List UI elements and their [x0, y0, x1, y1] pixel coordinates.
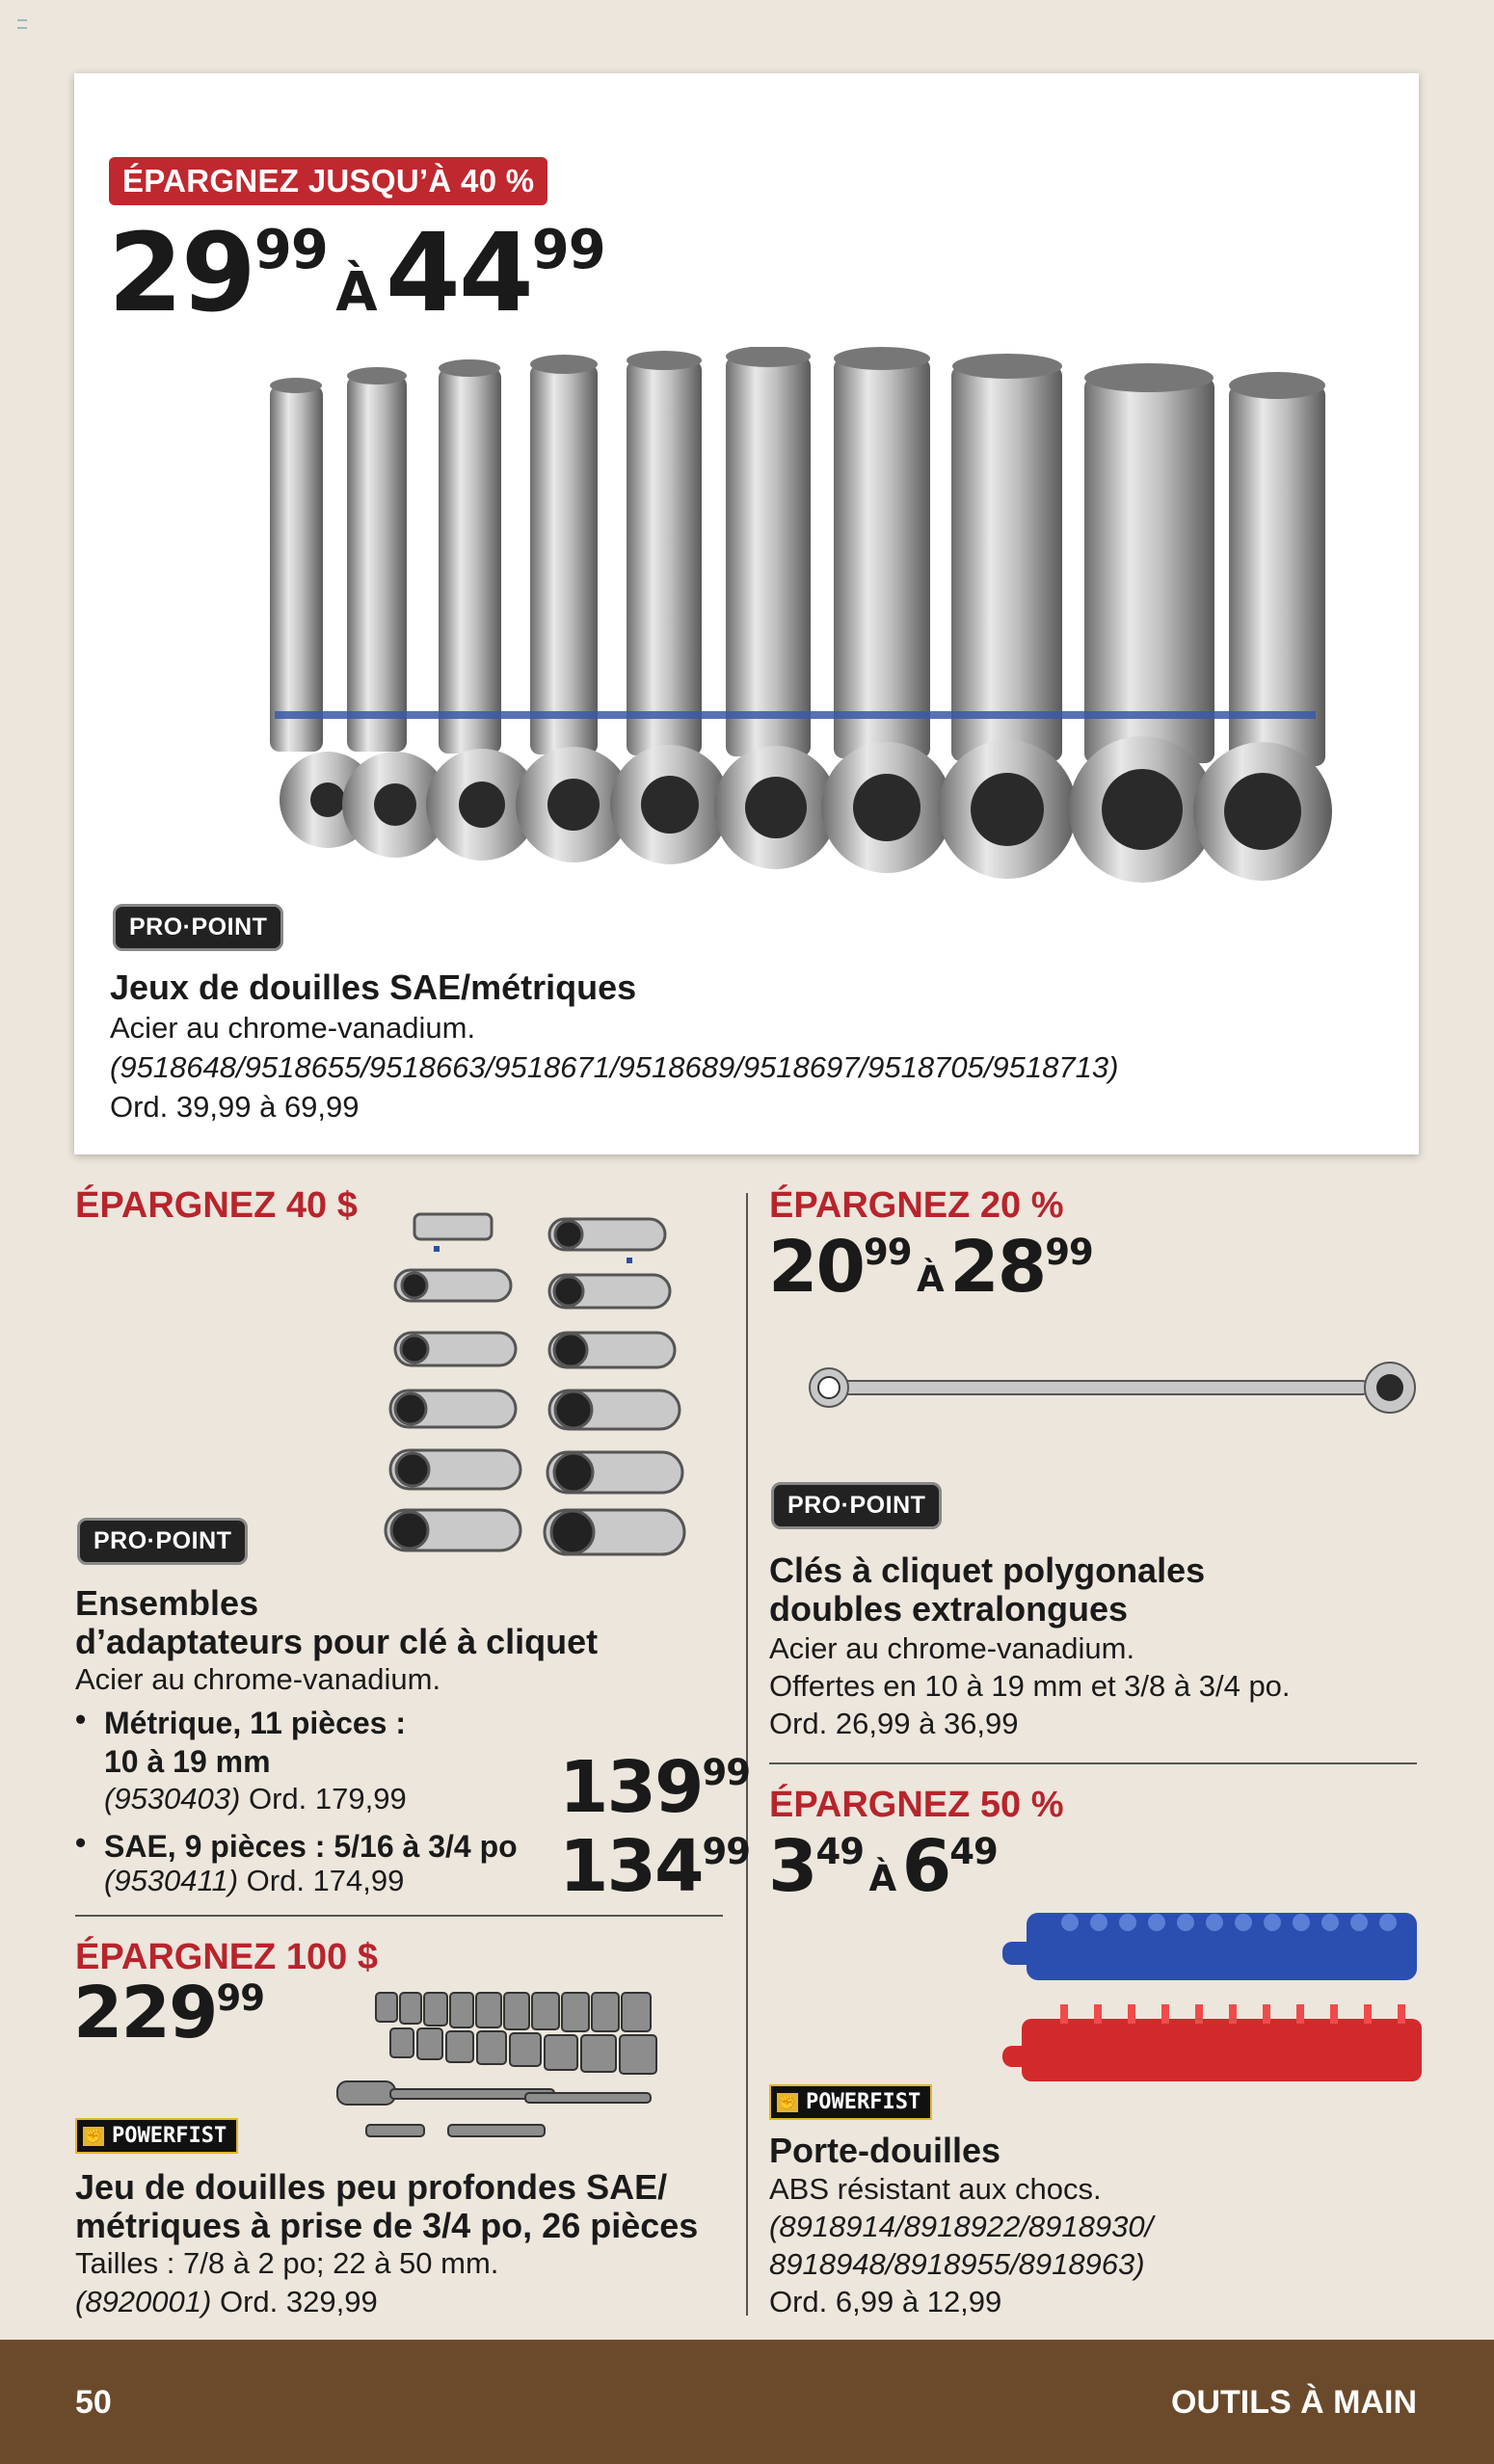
deep-brand-name: POWERFIST [112, 2124, 227, 2148]
adapters-item1-line1: Métrique, 11 pièces : [104, 1706, 407, 1740]
page-footer [0, 2340, 1494, 2464]
wrench-desc-line2: Offertes en 10 à 19 mm et 3/8 à 3/4 po. [769, 1669, 1291, 1703]
socket-5 [610, 351, 730, 864]
socket-7 [821, 347, 952, 873]
adapters-title-line1: Ensembles [75, 1583, 259, 1623]
adapters-item1-price: $139^{99}$ [559, 1746, 750, 1829]
holder-title: Porte-douilles [769, 2131, 1001, 2170]
page-number: 50 [75, 2384, 112, 2421]
hero-desc: Acier au chrome-vanadium. [110, 1011, 476, 1045]
adapters-desc: Acier au chrome-vanadium. [75, 1662, 441, 1696]
deep-sku-line [75, 2284, 378, 2320]
socket-6 [714, 347, 838, 869]
holder-desc: ABS résistant aux chocs. [769, 2172, 1102, 2206]
adapters-bullet-1: • [75, 1702, 87, 1736]
adapters-title-line2: d’adaptateurs pour clé à cliquet [75, 1622, 599, 1661]
holder-skus-line2: 8918948/8918955/8918963) [769, 2247, 1145, 2281]
adapters-item2-line1: SAE, 9 pièces : 5/16 à 3/4 po [104, 1829, 518, 1864]
adapter-set-image [376, 1200, 694, 1571]
adapters-item1-regular: Ord. 179,99 [248, 1782, 407, 1815]
powerfist-fist-icon: ✊ [83, 2127, 104, 2146]
adapters-item2-regular: Ord. 174,99 [246, 1864, 405, 1897]
holder-regular: Ord. 6,99 à 12,99 [769, 2285, 1002, 2318]
section-title: OUTILS À MAIN [1171, 2384, 1417, 2421]
hero-title: Jeux de douilles SAE/métriques [110, 967, 637, 1007]
socket-9 [1069, 363, 1215, 883]
right-section-divider [769, 1762, 1417, 1764]
adapters-item2-price: $134^{99}$ [559, 1825, 750, 1908]
wrench-title-line2: doubles extralongues [769, 1589, 1129, 1629]
wrench-brand-logo: PRO·POINT [771, 1482, 942, 1529]
holder-brand-name: POWERFIST [806, 2090, 921, 2114]
socket-set-image [246, 347, 1335, 887]
adapters-bullet-2: • [75, 1825, 87, 1860]
deep-price: $229^{99}$ [73, 1972, 264, 2054]
deep-desc: Tailles : 7/8 à 2 po; 22 à 50 mm. [75, 2246, 499, 2280]
socket-8 [938, 354, 1077, 879]
adapters-item2-sku-line [104, 1863, 404, 1899]
adapters-save: ÉPARGNEZ 40 $ [75, 1185, 358, 1226]
wrench-price: $20^{99}À28^{99}$ [768, 1226, 1093, 1309]
hero-save-badge: ÉPARGNEZ JUSQU’À 40 % [109, 157, 547, 205]
deep-save: ÉPARGNEZ 100 $ [75, 1937, 378, 1977]
holder-brand-logo [769, 2084, 932, 2120]
hero-brand-logo: PRO·POINT [113, 904, 283, 951]
hero-price: $29^{99}À44^{99}$ [108, 211, 605, 336]
deep-brand-logo [75, 2118, 238, 2154]
powerfist-fist-icon: ✊ [777, 2093, 798, 2112]
holder-skus-line1: (8918914/8918922/8918930/ [769, 2210, 1154, 2243]
holder-price: $3^{49}À6^{49}$ [768, 1825, 998, 1908]
adapters-item1-sku-line [104, 1781, 407, 1817]
wrench-regular: Ord. 26,99 à 36,99 [769, 1707, 1019, 1740]
wrench-title-line1: Clés à cliquet polygonales [769, 1550, 1206, 1590]
deep-title-line1: Jeu de douilles peu profondes SAE/ [75, 2167, 668, 2207]
corner-mark [17, 19, 27, 29]
adapters-item1-sku: (9530403) [104, 1782, 241, 1815]
wrench-image [800, 1354, 1427, 1421]
deep-sku: (8920001) [75, 2285, 212, 2318]
holder-save: ÉPARGNEZ 50 % [769, 1785, 1064, 1825]
wrench-save: ÉPARGNEZ 20 % [769, 1185, 1064, 1226]
deep-socket-set-image [333, 1985, 689, 2154]
adapters-item1-line2: 10 à 19 mm [104, 1744, 271, 1779]
deep-title-line2: métriques à prise de 3/4 po, 26 pièces [75, 2206, 699, 2245]
left-section-divider [75, 1915, 723, 1917]
adapters-item2-sku: (9530411) [104, 1864, 239, 1897]
socket-holder-image [1002, 1903, 1427, 2096]
adapters-brand-logo: PRO·POINT [77, 1518, 248, 1565]
hero-skus: (9518648/9518655/9518663/9518671/9518689/9518697/9518705/9518713) [110, 1050, 1119, 1084]
deep-regular: Ord. 329,99 [219, 2285, 378, 2318]
wrench-desc-line1: Acier au chrome-vanadium. [769, 1631, 1135, 1665]
hero-regular-price: Ord. 39,99 à 69,99 [110, 1090, 360, 1124]
